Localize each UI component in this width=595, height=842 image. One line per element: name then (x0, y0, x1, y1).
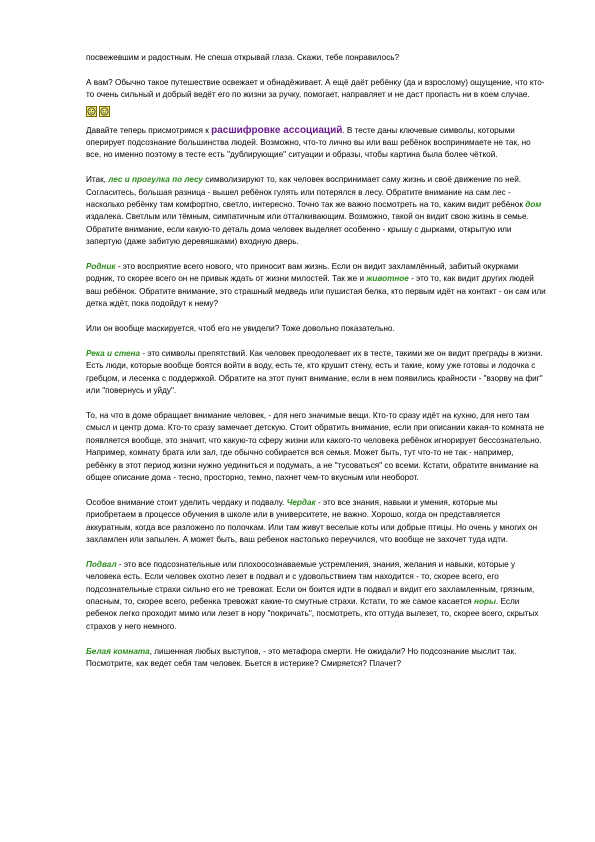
paragraph: посвежевшим и радостным. Не спеша открывай глаза. Скажи, тебе понравилось? (86, 53, 400, 62)
keyword: Подвал (86, 559, 117, 569)
paragraph: Давайте теперь присмотримся к расшифровке ассоциаций. В тесте даны ключевые символы, которыми оперирует подсознание большинства людей. Возможно, что-то лично вы или ваш ребёнок воспринимаете не так, но все, но именно поэтому в тесте есть "дублирующие" ситуации и образы, чтобы картина была более чёткой. (86, 124, 531, 160)
emoticon-icon (99, 106, 110, 117)
keyword: лес и прогулка по лесу (108, 175, 203, 185)
keyword: дом (525, 200, 542, 210)
emoticon-icon (86, 106, 97, 117)
keyword: животное (366, 274, 409, 284)
keyword: Родник (86, 262, 116, 272)
paragraph: Подвал - это все подсознательные или плохоосознаваемые устремления, знания, желания и навыки, которые у человека есть. Если человек охотно лезет в подвал и с удовольствием там находится - то, скорее всего, его подсознательные страхи сильно его не тревожат. Если он боится идти в подвал и видит его захламленным, грязным, опасным, то, скорее всего, ребенка тревожат какие-то смутные страхи. Кстати, то же самое касается норы. Если ребенок легко проходит мимо или лезет в нору "покричать", посмотреть, кто оттуда вылезет, то, скорее всего, скрытых страхов у него немного. (86, 559, 539, 631)
keyword: Белая комната (86, 646, 150, 656)
paragraph: Родник - это восприятие всего нового, что приносит вам жизнь. Если он видит захламлённый, забитый окурками родник, то скорее всего он не привык ждать от жизни милостей. Так же и животное - это то, как видит других людей ваш ребёнок. Обратите внимание, это страшный медведь или пушистая белка, кто первым идёт на контакт - он сам или детка ждёт, пока подойдут к нему? (86, 262, 546, 309)
keyword: Чердак (286, 497, 316, 507)
keyword: Река и стена (86, 348, 141, 358)
document-page (86, 52, 546, 670)
paragraph: То, на что в доме обращает внимание человек, - для него значимые вещи. Кто-то сразу идёт на кухню, для него там смысл и центр дома. Кто-то сразу замечает детскую. Стоит обратить внимание, если при описании какая-то комната не появляется вообще, это значит, что какую-то сферу жизни или какого-то человека ребёнок игнорирует бессознательно. Например, комнату брата или зал, где обычно собирается вся семья. Может быть, тут что-то не так - например, ребёнку в этот период жизни нужно уединиться и подумать, а не "тусоваться" со всеми. Кстати, обратите внимание на общее описание дома - тесно, просторно, темно, пахнет чем-то вкусным или необорот. (86, 410, 545, 482)
keyword: расшифровке ассоциаций (211, 124, 343, 136)
paragraph: Или он вообще маскируется, чтоб его не увидели? Тоже довольно показательно. (86, 324, 395, 334)
paragraph: Река и стена - это символы препятствий. Как человек преодолевает их в тесте, такими же он видит преграды в жизни. Есть люди, которые вообще боятся войти в воду, есть те, кто крушит стену, есть и такие, кому уже готовы и лодочка с гребцом, и лесенка с поддержкой. Обратите на этот пункт внимание, если в нем появились крайности - "взорву на фиг" или "повернусь и уйду". (86, 348, 543, 396)
icon-row (86, 106, 546, 119)
paragraph: Особое внимание стоит уделить чердаку и подвалу. Чердак - это все знания, навыки и умения, которые мы приобретаем в процессе обучения в школе или в университете, не важно. Хорошо, когда он представляется аккуратным, когда все разложено по полочкам. Или там живут веселые коты или добрые птицы. Но очень у многих он захламлен или запылен. А может быть, ваш ребенок настолько переучился, что вообще не захочет туда идти. (86, 497, 538, 544)
paragraph: А вам? Обычно такое путешествие освежает и обнадёживает. А ещё даёт ребёнку (да и взрослому) ощущение, что кто-то очень сильный и добрый ведёт его по жизни за ручку, помогает, направляет и не даст пропасть ни в коем случае. (86, 77, 545, 100)
paragraph: Итак, лес и прогулка по лесу символизируют то, как человек воспринимает саму жизнь и своё движение по ней. Согласитесь, большая разница - вышел ребёнок гулять или потерялся в лесу. Обратите внимание на сам лес - насколько ребёнку там комфортно, светло, интересно. Точно так же важно посмотреть на то, каким видит ребёнок дом издалека. Светлым или тёмным, симпатичным или отталкивающим. Возможно, такой он видит свою жизнь в семье. Обратите внимание, если какую-то деталь дома человек выделяет особенно - крышу с дырками, открытую или запертую (даже забитую деревяшками) входную дверь. (86, 175, 542, 247)
paragraph: Белая комната, лишенная любых выступов, - это метафора смерти. Не ожидали? Но подсознание мыслит так. Посмотрите, как ведет себя там человек. Бьется в истерике? Смиряется? Плачет? (86, 646, 517, 668)
keyword: норы (474, 596, 496, 606)
